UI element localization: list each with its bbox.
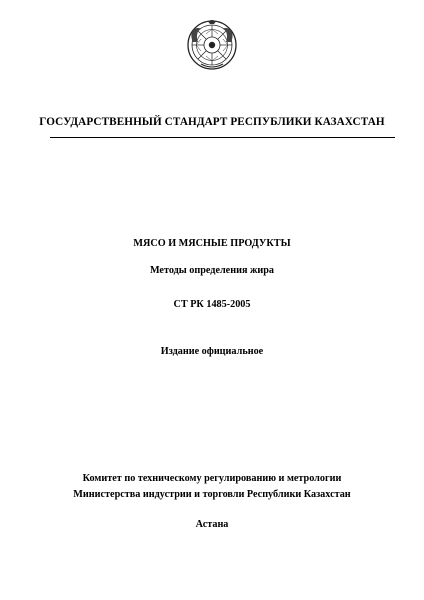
publisher-line-1: Комитет по техническому регулированию и метрологии bbox=[82, 473, 342, 484]
product-title: МЯСО И МЯСНЫЕ ПРОДУКТЫ bbox=[133, 238, 291, 249]
standard-header-title: ГОСУДАРСТВЕННЫЙ СТАНДАРТ РЕСПУБЛИКИ КАЗАХСТАН bbox=[39, 116, 385, 128]
state-emblem-of-kazakhstan-icon bbox=[187, 20, 237, 70]
method-subtitle: Методы определения жира bbox=[149, 265, 275, 276]
publisher-line-2: Министерства индустрии и торговли Республики Казахстан bbox=[73, 489, 351, 500]
publication-city: Астана bbox=[195, 519, 229, 530]
standard-code: СТ РК 1485-2005 bbox=[173, 299, 251, 310]
edition-note: Издание официальное bbox=[160, 346, 264, 357]
header-divider bbox=[50, 137, 395, 138]
state-emblem-icon bbox=[187, 20, 237, 70]
